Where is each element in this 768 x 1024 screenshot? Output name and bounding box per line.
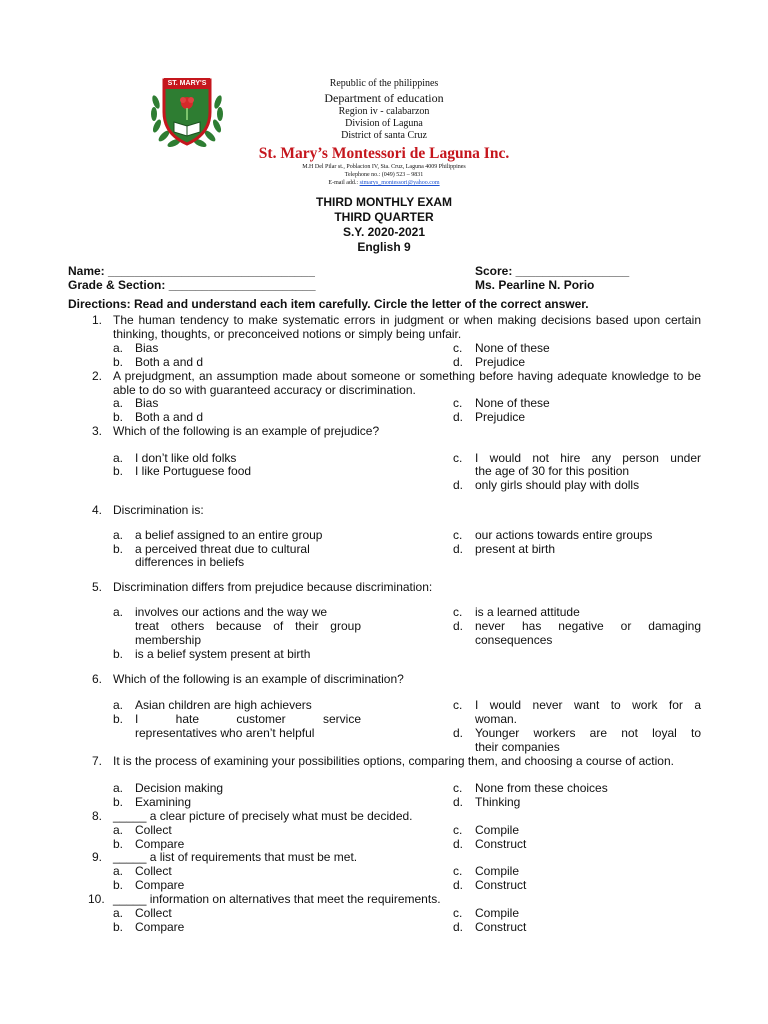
option-letter[interactable]: a. [113,864,124,878]
option-letter[interactable]: a. [113,823,124,837]
option-text[interactable]: I don’t like old folks [135,451,237,465]
option-letter[interactable]: a. [113,341,124,355]
option-letter[interactable]: d. [453,920,464,934]
option-text[interactable]: Decision making [135,781,224,795]
exam-title-line-4: English 9 [357,240,411,254]
question-number: 7. [92,754,103,768]
option-letter[interactable]: d. [453,878,464,892]
option-letter[interactable]: d. [453,619,464,633]
option-letter[interactable]: c. [453,698,463,712]
question-stem: The human tendency to make systematic errors in judgment or when making decisions based upon certain thinking, thoughts, or preconceived notions or simply being unfair. [113,313,701,341]
option-text[interactable]: woman. [475,712,518,726]
option-letter[interactable]: c. [453,528,463,542]
republic-line: Republic of the philippines [329,78,439,89]
option-text[interactable]: I would never want to work for a [475,698,701,712]
school-address: M.H Del Pilar st., Poblacion IV, Sta. Cruz, Laguna 4009 Philippines [302,164,466,170]
option-text[interactable]: Compile [475,906,520,920]
option-letter[interactable]: c. [453,396,463,410]
option-letter[interactable]: b. [113,920,124,934]
option-text[interactable]: Younger workers are not loyal to [475,726,701,740]
option-letter[interactable]: b. [113,410,124,424]
option-text[interactable]: Construct [475,837,527,851]
option-letter[interactable]: a. [113,451,124,465]
option-text[interactable]: Bias [135,396,159,410]
option-text[interactable]: treat others because of their group [135,619,361,633]
question-stem: Discrimination differs from prejudice because discrimination: [113,580,433,594]
option-text[interactable]: Construct [475,920,527,934]
name-field[interactable]: Name: _______________________________ [68,264,315,278]
division-line: Division of Laguna [345,118,423,129]
question-stem: Which of the following is an example of prejudice? [113,424,380,438]
letterhead [200,78,568,187]
option-text[interactable]: Collect [135,864,172,878]
option-letter[interactable]: b. [113,647,124,661]
email-label: E-mail add.: [328,180,360,186]
email-link[interactable]: stmarys_montessori@yahoo.com [359,180,440,186]
option-text[interactable]: Compare [135,837,185,851]
option-text[interactable]: Prejudice [475,355,526,369]
option-letter[interactable]: c. [453,605,463,619]
option-letter[interactable]: b. [113,878,124,892]
option-text[interactable]: Compile [475,823,520,837]
district-line: District of santa Cruz [341,130,427,141]
option-text[interactable]: Construct [475,878,527,892]
question-number: 9. [92,850,103,864]
exam-title-line-3: S.Y. 2020-2021 [342,225,426,239]
option-letter[interactable]: a. [113,528,124,542]
option-text[interactable]: Collect [135,823,172,837]
question-number: 1. [92,313,103,327]
option-letter[interactable]: a. [113,396,124,410]
option-text[interactable]: Collect [135,906,172,920]
question-number: 6. [92,672,103,686]
option-letter[interactable]: b. [113,464,124,478]
question-number: 4. [92,503,103,517]
question-stem: _____ a list of requirements that must be met. [113,850,358,864]
option-text[interactable]: only girls should play with dolls [475,478,640,492]
option-text[interactable]: Prejudice [475,410,526,424]
option-letter[interactable]: b. [113,795,124,809]
option-text[interactable]: I hate customer service [135,712,361,726]
option-text[interactable]: never has negative or damaging [475,619,701,633]
logo-text: ST. MARY'S [167,80,207,87]
score-field[interactable]: Score: _________________ [475,264,630,278]
option-text[interactable]: their companies [475,740,560,754]
question-number: 2. [92,369,103,383]
option-text[interactable]: Compare [135,878,185,892]
question-number: 8. [92,809,103,823]
option-text[interactable]: Thinking [475,795,521,809]
option-letter[interactable]: a. [113,906,124,920]
option-letter[interactable]: c. [453,451,463,465]
directions: Directions: Read and understand each item carefully. Circle the letter of the correct answer. [68,297,589,311]
option-text[interactable]: I would not hire any person under [475,451,701,465]
option-letter[interactable]: b. [113,837,124,851]
option-text[interactable]: the age of 30 for this position [475,464,630,478]
option-letter[interactable]: c. [453,864,463,878]
grade-section-field[interactable]: Grade & Section: ______________________ [68,278,316,292]
option-letter[interactable]: d. [453,795,464,809]
option-text[interactable]: consequences [475,633,553,647]
option-text[interactable]: is a belief system present at birth [135,647,311,661]
option-letter[interactable]: c. [453,341,463,355]
option-text[interactable]: None of these [475,396,550,410]
option-text[interactable]: a perceived threat due to cultural [135,542,310,556]
option-letter[interactable]: d. [453,837,464,851]
exam-title-line-2: THIRD QUARTER [334,210,434,224]
option-letter[interactable]: b. [113,542,124,556]
option-letter[interactable]: d. [453,355,464,369]
department-line: Department of education [324,91,444,105]
option-text[interactable]: Both a and d [135,355,204,369]
teacher-name: Ms. Pearline N. Porio [475,278,595,292]
option-letter[interactable]: d. [453,726,464,740]
option-letter[interactable]: a. [113,781,124,795]
school-telephone: Telephone no.: (049) 523 – 9831 [344,172,424,178]
question-stem: It is the process of examining your possibilities options, comparing them, and choosing a course of action. [113,754,674,768]
option-text[interactable]: Compile [475,864,520,878]
question-number: 3. [92,424,103,438]
option-text[interactable]: Compare [135,920,185,934]
option-text[interactable]: None of these [475,341,550,355]
question-stem: A prejudgment, an assumption made about someone or something before having adequate knowledge to be able to do so with guaranteed accuracy or discrimination. [113,369,701,397]
option-text[interactable]: is a learned attitude [475,605,580,619]
option-text[interactable]: Bias [135,341,159,355]
question-number: 5. [92,580,103,594]
question-number: 10. [88,892,105,906]
option-text[interactable]: a belief assigned to an entire group [135,528,323,542]
option-letter[interactable]: d. [453,410,464,424]
exam-title [0,195,768,255]
option-letter[interactable]: b. [113,355,124,369]
option-text[interactable]: involves our actions and the way we [135,605,328,619]
school-name: St. Mary’s Montessori de Laguna Inc. [258,145,510,162]
option-letter[interactable]: d. [453,542,464,556]
exam-title-line-1: THIRD MONTHLY EXAM [315,195,452,209]
option-letter[interactable]: c. [453,781,463,795]
option-text[interactable]: Both a and d [135,410,204,424]
option-text[interactable]: present at birth [475,542,556,556]
option-text[interactable]: differences in beliefs [135,555,245,569]
question-stem: Which of the following is an example of discrimination? [113,672,404,686]
question-stem: _____ information on alternatives that meet the requirements. [113,892,441,906]
option-letter[interactable]: a. [113,605,124,619]
question-stem: _____ a clear picture of precisely what must be decided. [113,809,413,823]
option-text[interactable]: I like Portuguese food [135,464,252,478]
school-email-line [200,179,568,187]
option-letter[interactable]: c. [453,823,463,837]
region-line: Region iv - calabarzon [338,106,430,117]
option-text[interactable]: Asian children are high achievers [135,698,312,712]
option-text[interactable]: membership [135,633,202,647]
option-letter[interactable]: a. [113,698,124,712]
option-letter[interactable]: c. [453,906,463,920]
option-text[interactable]: representatives who aren’t helpful [135,726,315,740]
option-text[interactable]: None from these choices [475,781,608,795]
option-letter[interactable]: d. [453,478,464,492]
option-letter[interactable]: b. [113,712,124,726]
option-text[interactable]: our actions towards entire groups [475,528,653,542]
option-text[interactable]: Examining [135,795,192,809]
question-stem: Discrimination is: [113,503,204,517]
